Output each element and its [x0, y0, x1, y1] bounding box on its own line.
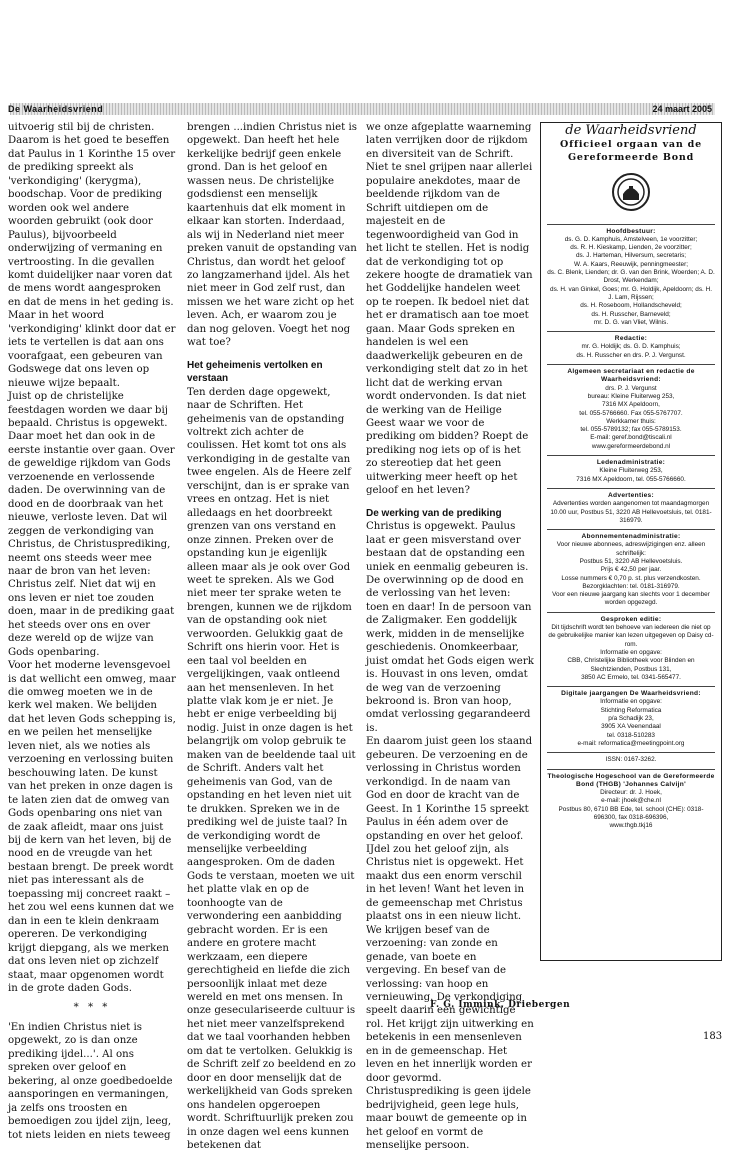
colophon-line: bureau: Kleine Fluiterweg 253,	[587, 392, 675, 400]
colophon-line: p/a Schadijk 23,	[608, 715, 654, 723]
column-2	[187, 121, 357, 1152]
colophon-line: Informatie en opgave:	[600, 648, 662, 656]
paragraph: Christus is opgewekt. Paulus laat er geen misverstand over bestaan dat de opstanding een uniek en eenmalig gebeuren is. De overwinning op de dood en de verlossing van het leven: toen en daar! In de persoon van de Zaligmaker. Een goddelijk werk, midden in de menselijke geschiedenis. Onomkeerbaar, juist omdat het Gods eigen werk is. Houvast in ons leven, omdat de weg van de verzoening bekroond is. Bron van hoop, omdat verlossing gegarandeerd is.	[366, 521, 534, 734]
colophon-title: de Waarheidsvriend	[565, 123, 697, 138]
colophon-sections	[541, 224, 721, 831]
colophon-line: Advertenties worden aangenomen tot maandagmorgen 10.00 uur, Postbus 51, 3220 AB Hellevoetsluis, tel. 0181-316979.	[550, 500, 712, 524]
colophon-line: Voor een nieuwe jaargang kan slechts voor 1 december worden opgezegd.	[552, 591, 710, 607]
colophon-line: tel. 055-5789132; fax 055-5789153.	[580, 426, 682, 434]
colophon-line: W. A. Kaars, Reeuwijk, penningmeester;	[573, 260, 689, 268]
colophon-line: ds. C. Blenk, Lienden; dr. G. van den Brink, Woerden; A. D. Drost, Werkendam;	[547, 269, 715, 285]
colophon-section	[547, 529, 715, 608]
colophon-line: Stichting Reformatica	[600, 706, 662, 714]
colophon-section	[547, 612, 715, 682]
colophon-section	[547, 364, 715, 451]
colophon-line: CBB, Christelijke Bibliotheek voor Blinden en Slechtzienden, Postbus 131,	[567, 657, 695, 673]
colophon-line: Postbus 80, 6710 BB Ede, tel. school (CHE): 0318-696300, fax 0318-696396,	[558, 805, 704, 821]
section-heading: Het geheimenis vertolken en verstaan	[187, 359, 323, 385]
section-divider: * * *	[73, 1002, 111, 1014]
paragraph: we onze afgeplatte waarneming laten verrijken door de rijkdom en diversiteit van de Schrift. Niet te snel grijpen naar allerlei populaire anekdotes, maar de beeldende rijkdom van de Schrift uitdiepen om de majesteit en de tegenwoordigheid van God in het licht te stellen. Het is nodig dat de verkondiging tot op zekere hoogte de dramatiek van het Goddelijke handelen weet op te roepen. Ik bedoel niet dat het er dramatisch aan toe moet gaan. Maar Gods spreken en handelen is wel een daadwerkelijk gebeuren en de verkondiging stelt dat zo in het licht dat de werking ervan wordt ondervonden. Is dat niet de werking van de Heilige Geest waar we voor de prediking om bidden? Roept de prediking nog iets op of is het zo stereotiep dat het geen uitwerking meer heeft op het geloof en het leven?	[366, 122, 533, 497]
colophon-line: tel. 055-5766660. Fax 055-5767707.	[579, 409, 683, 417]
colophon-section-heading: Ledenadministratie:	[596, 459, 666, 467]
colophon-line: e-mail: reformatica@meetingpoint.org	[577, 739, 685, 747]
colophon-line: mr. D. G. van Vliet, Wilnis.	[593, 318, 669, 326]
colophon-line: www.thgb.tkj16	[609, 822, 653, 830]
colophon-line: 3850 AC Ermelo, tel. 0341-565477.	[581, 673, 681, 681]
paragraph: uitvoerig stil bij de christen. Daarom is het goed te beseffen dat Paulus in 1 Korinthe 15 over de prediking spreekt als 'verkondiging' (kerygma), boodschap. Voor de prediking worden ook wel andere woorden gebruikt (ook door Paulus), bijvoorbeeld onderwijzing of vermaning en vertroosting. In die gevallen komt duidelijker naar voren dat de mens wordt aangesproken en dat de mens in het geding is. Maar in het woord 'verkondiging' klinkt door dat er iets te vertellen is dat aan ons voorafgaat, een gebeuren van Godswege dat ons leven op nieuwe wijze bepaalt.	[8, 122, 176, 389]
colophon-section-heading: Algemeen secretariaat en redactie de Waarheidsvriend:	[567, 368, 695, 384]
colophon-section	[547, 455, 715, 484]
colophon-line: Losse nummers € 0,70 p. st. plus verzendkosten. Bezorgklachten: tel. 0181-316979.	[561, 574, 701, 590]
colophon-section	[547, 224, 715, 328]
colophon-line: ds. H. Russcher en drs. P. J. Vergunst.	[576, 351, 686, 359]
colophon-section-heading: Advertenties:	[607, 491, 655, 499]
paragraph: Ten derden dage opgewekt, naar de Schriften. Het geheimenis van de opstanding voltrekt zich achter de coulissen. Het komt tot ons als verkondiging in de gestalte van twee engelen. Als de Heere zelf verschijnt, dan is er sprake van vrees en ontzag. Het is niet alledaags en het doorbreekt grenzen van ons verstand en onze zinnen. Preken over de opstanding kun je eigenlijk alleen maar als je ook over God weet te spreken. Als we God niet meer ter sprake weten te brengen, kunnen we de rijkdom van de opstanding ook niet verwoorden. Gelukkig gaat de Schrift ons hierin voor. Het is een taal vol beelden en vergelijkingen, vaak ontleend aan het mensenleven. In het platte vlak kom je er niet. Je hebt er enige verbeelding bij nodig. Juist in onze dagen is het belangrijk om volop gebruik te maken van de beeldende taal uit de Schrift. Anders valt het geheimenis van God, van de opstanding en het leven niet uit te drukken. Spreken we in de prediking wel de juiste taal? In de verkondiging wordt de menselijke verbeelding aangesproken. Om de daden Gods te verstaan, moeten we uit het platte vlak en op de toonhoogte van de verwondering een aanbidding gebracht worden. Er is een andere en grotere macht werkzaam, een diepere gerechtigheid en liefde die zich persoonlijk inlaat met deze wereld en met ons mensen. In onze geseculariseerde cultuur is het niet meer vanzelfsprekend dat we taal voorhanden hebben om dat te vertolken. Gelukkig is de Schrift zelf zo beeldend en zo door en door menselijk dat de werkelijkheid van Gods spreken ons handelen opgeroepen wordt. Schriftuurlijk preken zou in onze dagen wel eens kunnen betekenen dat	[187, 386, 356, 1151]
paragraph: En daarom juist geen los staand gebeuren. De verzoening en de verlossing in Christus worden verkondigd. In de naam van God en door de kracht van de Geest. In 1 Korinthe 15 spreekt Paulus in één adem over de opstanding en over het geloof. IJdel zou het geloof zijn, als Christus niet is opgewekt. Het maakt dus een enorm verschil in het leven! Want het leven in de gemeenschap met Christus plaatst ons in een nieuw licht. We krijgen besef van de verzoening: van zonde en genade, van boete en vergeving. En besef van de verlossing: van hoop en vernieuwing. De verkondiging speelt daarin een gewichtige rol. Het krijgt zijn uitwerking en betekenis in een mensenleven en in de gemeenschap. Het leven en het innerlijk worden er door gevormd. Christusprediking is geen ijdele bedrijvigheid, geen lege huls, maar bouwt de gemeente op in het geloof en vormt de menselijke persoon.	[366, 736, 534, 1151]
column-3	[366, 121, 534, 1152]
colophon-section	[547, 686, 715, 748]
magazine-name: De Waarheidsvriend	[8, 104, 104, 114]
paragraph: Juist op de christelijke feestdagen worden we daar bij bepaald. Christus is opgewekt. Daar moet het dan ook in de eerste instantie over gaan. Over de geweldige rijkdom van Gods verzoenende en verlossende daden. De overwinning van de dood en de doorbraak van het nieuwe, verloste leven. Dat wil zeggen de verkondiging van Christus, de Christusprediking, neemt ons steeds weer mee naar de bron van het leven: Christus zelf. Niet dat wij en ons leven er niet toe zouden doen, maar in de prediking gaat het steeds over ons en over deze wereld op de wijze van Gods openbaring.	[8, 391, 175, 658]
page-number: 183	[703, 1031, 723, 1042]
colophon-line: Directeur: dr. J. Hoek,	[600, 789, 662, 797]
author-signature: F. G. Immink, Driebergen	[430, 1000, 571, 1010]
colophon-section	[547, 769, 715, 831]
colophon-line: tel. 0318-510283	[607, 731, 655, 739]
colophon-line: Informatie en opgave:	[600, 698, 662, 706]
colophon-line: Werkkamer thuis:	[606, 417, 656, 425]
column-1	[8, 121, 176, 1142]
colophon-line: ds. H. Russcher, Barneveld;	[591, 310, 671, 318]
colophon-line: ISSN: 0167-3262.	[605, 756, 657, 764]
colophon-section	[547, 752, 715, 764]
colophon-line: 7316 MX Apeldoorn, tel. 055-5766660.	[576, 475, 686, 483]
colophon-section-heading: Redactie:	[614, 335, 648, 343]
colophon-section-heading: Gesproken editie:	[600, 615, 662, 623]
paragraph: 'En indien Christus niet is opgewekt, zo is dan onze prediking ijdel...'. Al ons spreken over geloof en bekering, al onze goedbedoelde aansporingen en vermaningen, ja zelfs ons troosten en bemoedigen zou ijdel zijn, leeg, tot niets leiden en niets teweeg	[8, 1021, 173, 1141]
colophon-line: ds. H. van Ginkel, Goes; mr. G. Holdijk, Apeldoorn; ds. H. J. Lam, Rijssen;	[550, 285, 712, 301]
colophon-section	[547, 488, 715, 525]
colophon-line: 7316 MX Apeldoorn,	[602, 401, 660, 409]
colophon-section-heading: Digitale jaargangen De Waarheidsvriend:	[561, 690, 701, 698]
paragraph: Voor het moderne levensgevoel is dat wellicht een omweg, maar die omweg moeten we in de kerk wel maken. We belijden dat het leven Gods schepping is, en we peilen het menselijke leven niet, als we noties als verzoening en verlossing buiten beschouwing laten. De kunst van het preken in onze dagen is te laten zien dat de omweg van Gods openbaring ons niet van de zaak afleidt, maar ons juist bij de kern van het leven, bij de nood en de vreugde van het bestaan brengt. De preek wordt niet pas interessant als de toepassing mij concreet raakt – het zou wel eens kunnen dat we dan in een te klein denkraam opereren. De verkondiging krijgt diepgang, als we merken dat ons leven niet op zichzelf staat, maar opgenomen wordt in de grote daden Gods.	[8, 660, 176, 994]
colophon-section	[547, 331, 715, 360]
colophon-line: 3905 XA Veenendaal	[601, 723, 661, 731]
section-heading: De werking van de prediking	[366, 507, 502, 519]
colophon-section-heading: Hoofdbestuur:	[606, 227, 656, 235]
colophon-line: drs. P. J. Vergunst	[605, 384, 657, 392]
colophon-line: ds. J. Harteman, Hilversum, secretaris;	[575, 252, 687, 260]
colophon-line: Postbus 51, 3220 AB Hellevoetsluis.	[579, 557, 683, 565]
colophon-line: ds. H. Roseboom, Hollandscheveld;	[580, 302, 682, 310]
colophon-line: Dit tijdschrift wordt ten behoeve van iedereen die niet op de gebruikelijke manier kan lezen uitgegeven op Daisy cd-rom.	[548, 624, 714, 648]
emblem-icon	[611, 172, 651, 212]
colophon-section-heading: Abonnementenadministratie:	[581, 533, 681, 541]
issue-date: 24 maart 2005	[652, 104, 712, 114]
colophon-line: mr. G. Holdijk; ds. G. D. Kamphuis;	[581, 343, 681, 351]
colophon-line: ds. R. H. Kieskamp, Lienden, 2e voorzitter;	[570, 244, 692, 252]
colophon-line: www.gereformeerdebond.nl	[591, 442, 671, 450]
colophon-box	[540, 122, 722, 961]
paragraph: brengen ...indien Christus niet is opgewekt. Dan heeft het hele kerkelijke bedrijf geen enkele grond. Dan is het geloof en wassen neus. De christelijke godsdienst een menselijk kaartenhuis dat elk moment in elkaar kan storten. Inderdaad, als wij in Nederland niet meer preken vanuit de opstanding van Christus, dan wordt het geloof zo langzamerhand ijdel. Als het niet meer in God zelf rust, dan missen we het ware zicht op het leven. Ach, er waarom zou je dan nog geloven. Voegt het nog wat toe?	[187, 122, 357, 349]
colophon-subtitle: Officieel orgaan van de Gereformeerde Bond	[560, 139, 702, 164]
colophon-line: Voor nieuwe abonnees, adreswijzigingen enz. alleen schriftelijk:	[556, 541, 706, 557]
header-bar	[10, 103, 715, 115]
colophon-section-heading: Theologische Hogeschool van de Gereformeerde Bond (THGB) 'Johannes Calvijn'	[547, 772, 715, 788]
colophon-line: E-mail: geref.bond@tiscali.nl	[590, 434, 672, 442]
colophon-line: Prijs € 42,50 per jaar.	[600, 566, 662, 574]
colophon-line: ds. G. D. Kamphuis, Amstelveen, 1e voorzitter;	[564, 235, 698, 243]
colophon-line: e-mail: jhoek@che.nl	[601, 797, 661, 805]
colophon-line: Kleine Fluiterweg 253,	[599, 467, 663, 475]
